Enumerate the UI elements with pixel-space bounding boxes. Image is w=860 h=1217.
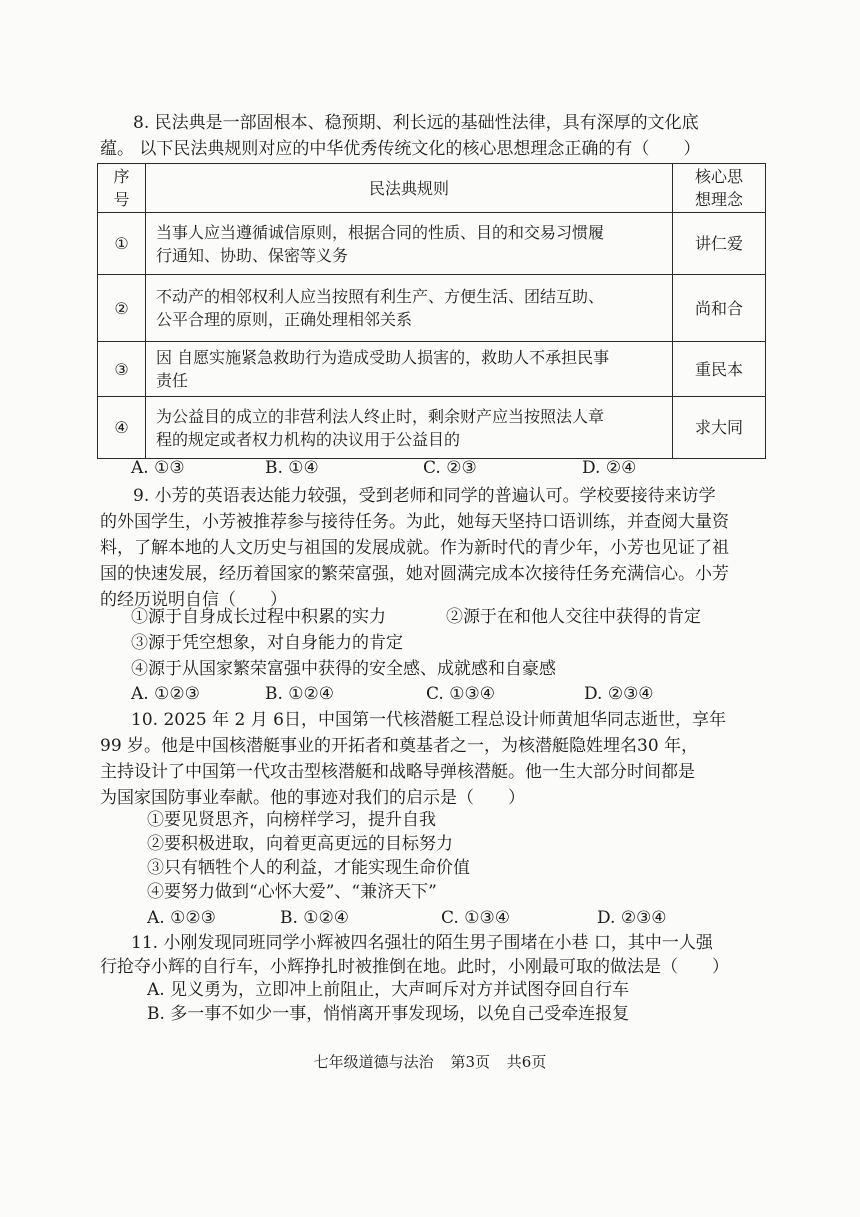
q9-item-1: ①源于自身成长过程中积累的实力 <box>131 607 386 627</box>
footer-subject: 七年级道德与法治 <box>313 1053 434 1071</box>
q10-stem-line-2: 99 岁。他是中国核潜艇事业的开拓者和奠基者之一，为核潜艇隐姓埋名30 年， <box>100 736 699 756</box>
q11-option-b[interactable]: B. 多一事不如少一事，悄悄离开事发现场，以免自己受牵连报复 <box>147 1004 630 1024</box>
option-a[interactable]: A. ①②③ <box>131 684 200 704</box>
row-rule: 因 自愿实施紧急救助行为造成受助人损害的，救助人不承担民事 责任 <box>146 342 673 397</box>
row-idea: 讲仁爱 <box>673 213 766 275</box>
option-b[interactable]: B. ①②④ <box>265 684 335 704</box>
q9-item-2: ②源于在和他人交往中获得的肯定 <box>446 607 701 627</box>
footer-total-pages: 共6页 <box>506 1053 547 1071</box>
q9-stem-line-2: 的外国学生，小芳被推荐参与接待任务。为此，她每天坚持口语训练，并查阅大量资 <box>100 512 729 532</box>
q11-stem-line-1: 11. 小刚发现同班同学小辉被四名强壮的陌生男子围堵在小巷 口，其中一人强 <box>131 933 713 953</box>
q9-item-4: ④源于从国家繁荣富强中获得的安全感、成就感和自豪感 <box>131 659 556 679</box>
table-row <box>98 213 766 275</box>
row-rule: 不动产的相邻权利人应当按照有利生产、方便生活、团结互助、 公平合理的原则，正确处理相邻关系 <box>146 275 673 342</box>
option-b[interactable]: B. ①②④ <box>280 908 350 928</box>
q10-stem-line-3: 主持设计了中国第一代攻击型核潜艇和战略导弹核潜艇。他一生大部分时间都是 <box>100 762 695 782</box>
option-d[interactable]: D. ②③④ <box>584 684 654 704</box>
table-header-row <box>98 164 766 213</box>
option-c[interactable]: C. ①③④ <box>441 908 510 928</box>
table-row <box>98 342 766 397</box>
header-number: 序 号 <box>98 164 146 213</box>
row-rule: 为公益目的成立的非营利法人终止时，剩余财产应当按照法人章 程的规定或者权力机构的决议用于公益目的 <box>146 397 673 459</box>
option-c[interactable]: C. ②③ <box>423 458 477 478</box>
page-footer <box>0 1051 860 1072</box>
q10-item-1: ①要见贤思齐，向榜样学习，提升自我 <box>147 810 436 830</box>
q8-stem-line-1: 8. 民法典是一部固根本、稳预期、利长远的基础性法律，具有深厚的文化底 <box>133 113 699 133</box>
q9-stem-line-5: 的经历说明自信（ ） <box>100 590 287 610</box>
row-rule: 当事人应当遵循诚信原则，根据合同的性质、目的和交易习惯履 行通知、协助、保密等义务 <box>146 213 673 275</box>
table-row <box>98 397 766 459</box>
row-number: ③ <box>98 342 146 397</box>
q9-stem-line-3: 料，了解本地的人文历史与祖国的发展成就。作为新时代的青少年，小芳也见证了祖 <box>100 538 729 558</box>
option-a[interactable]: A. ①③ <box>131 458 185 478</box>
row-idea: 尚和合 <box>673 275 766 342</box>
row-idea: 求大同 <box>673 397 766 459</box>
q11-stem-line-2: 行抢夺小辉的自行车，小辉挣扎时被推倒在地。此时，小刚最可取的做法是（ ） <box>100 957 729 977</box>
q8-stem-line-2: 蕴。 以下民法典规则对应的中华优秀传统文化的核心思想理念正确的有（ ） <box>100 139 701 159</box>
q11-option-a[interactable]: A. 见义勇为，立即冲上前阻止，大声呵斥对方并试图夺回自行车 <box>147 980 630 1000</box>
q10-stem-line-1: 10. 2025 年 2 月 6日，中国第一代核潜艇工程总设计师黄旭华同志逝世，享年 <box>131 710 726 730</box>
footer-page-number: 第3页 <box>450 1053 490 1071</box>
option-d[interactable]: D. ②③④ <box>597 908 667 928</box>
option-b[interactable]: B. ①④ <box>265 458 319 478</box>
header-idea: 核心思 想理念 <box>673 164 766 213</box>
q9-stem-line-1: 9. 小芳的英语表达能力较强，受到老师和同学的普遍认可。学校要接待来访学 <box>133 486 716 506</box>
table-row <box>98 275 766 342</box>
civil-code-table <box>97 163 766 459</box>
q10-item-4: ④要努力做到“心怀大爱”、“兼济天下” <box>147 882 437 902</box>
row-number: ② <box>98 275 146 342</box>
row-idea: 重民本 <box>673 342 766 397</box>
header-rule: 民法典规则 <box>146 164 673 213</box>
option-d[interactable]: D. ②④ <box>582 458 637 478</box>
option-c[interactable]: C. ①③④ <box>426 684 495 704</box>
q9-stem-line-4: 国的快速发展，经历着国家的繁荣富强，她对圆满完成本次接待任务充满信心。小芳 <box>100 564 729 584</box>
q10-item-2: ②要积极进取，向着更高更远的目标努力 <box>147 834 453 854</box>
option-a[interactable]: A. ①②③ <box>147 908 216 928</box>
q9-item-3: ③源于凭空想象，对自身能力的肯定 <box>131 633 403 653</box>
q10-item-3: ③只有牺牲个人的利益，才能实现生命价值 <box>147 858 470 878</box>
q10-stem-line-4: 为国家国防事业奉献。他的事迹对我们的启示是（ ） <box>100 788 525 808</box>
row-number: ④ <box>98 397 146 459</box>
row-number: ① <box>98 213 146 275</box>
